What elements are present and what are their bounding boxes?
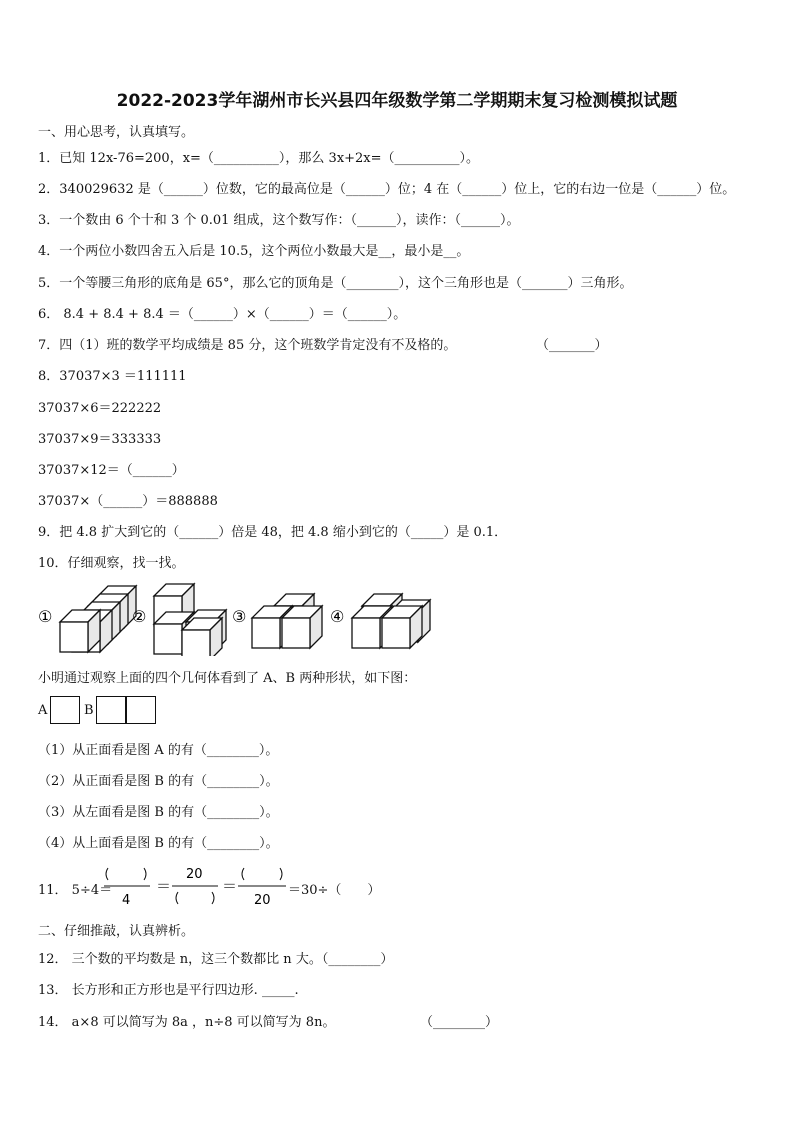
fraction-3-denominator: 20 (254, 893, 271, 908)
question-8-line-2: 37037×6＝222222 (38, 401, 162, 416)
cube-figures (36, 580, 436, 656)
question-8-line-5: 37037×（______）＝888888 (38, 494, 218, 509)
question-6: 6． 8.4 + 8.4 + 8.4 ＝（______）×（______）＝（______）。 (38, 307, 407, 322)
section-heading-1: 一、用心思考，认真填写。 (38, 125, 195, 140)
question-10: 10．仔细观察，找一找。 (38, 556, 185, 571)
question-7: 7．四（1）班的数学平均成绩是 85 分，这个班数学肯定没有不及格的。 (38, 338, 457, 353)
question-11-prefix: 11． 5÷4＝ (38, 883, 113, 898)
question-10-sub-1: （1）从正面看是图 A 的有（________）。 (38, 743, 279, 758)
figure-label-2: ② (132, 607, 147, 626)
fraction-1-denominator: 4 (122, 893, 131, 908)
shape-a-square (50, 696, 80, 724)
shape-b-label: B (84, 703, 94, 718)
figure-1 (60, 586, 136, 652)
question-10-sub-4: （4）从上面看是图 B 的有（________）。 (38, 836, 279, 851)
question-2: 2．340029632 是（______）位数，它的最高位是（______）位；4 在（______）位上，它的右边一位是（______）位。 (38, 182, 736, 197)
figure-label-1: ① (38, 607, 53, 626)
figure-label-3: ③ (232, 607, 247, 626)
question-9: 9．把 4.8 扩大到它的（______）倍是 48，把 4.8 缩小到它的（_____）是 0.1． (38, 525, 508, 540)
question-11-fractions (100, 862, 300, 910)
fraction-2-numerator: 20 (186, 867, 203, 882)
shape-a-label: A (38, 703, 48, 718)
question-10-text: 小明通过观察上面的四个几何体看到了 A、B 两种形状，如下图： (38, 671, 417, 686)
question-8-line-1: 8．37037×3 ＝111111 (38, 369, 187, 384)
question-8-line-4: 37037×12＝（______） (38, 463, 185, 478)
question-12: 12． 三个数的平均数是 n，这三个数都比 n 大。（________） (38, 952, 394, 967)
question-13: 13． 长方形和正方形也是平行四边形. _____. (38, 983, 299, 998)
question-4: 4．一个两位小数四舍五入后是 10.5，这个两位小数最大是__，最小是__。 (38, 244, 470, 259)
question-11-tail: ＝30÷（ ） (288, 883, 381, 898)
shape-b-square-1 (96, 696, 126, 724)
figure-2 (154, 584, 226, 656)
figure-4 (352, 594, 430, 648)
figure-label-4: ④ (330, 607, 345, 626)
page-title: 2022-2023学年湖州市长兴县四年级数学第二学期期末复习检测模拟试题 (116, 91, 678, 111)
question-3: 3．一个数由 6 个十和 3 个 0.01 组成，这个数写作：（______），读作：（______）。 (38, 213, 520, 228)
question-8-line-3: 37037×9＝333333 (38, 432, 162, 447)
question-14: 14． a×8 可以简写为 8a ，n÷8 可以简写为 8n。 (38, 1015, 336, 1030)
question-10-sub-2: （2）从正面看是图 B 的有（________）。 (38, 774, 279, 789)
question-1: 1．已知 12x-76=200，x=（__________），那么 3x+2x=（__________）。 (38, 151, 480, 166)
shape-b-square-2 (126, 696, 156, 724)
equals-sign-1: ＝ (156, 877, 172, 895)
section-heading-2: 二、仔细推敲，认真辨析。 (38, 924, 195, 939)
equals-sign-2: ＝ (222, 877, 238, 895)
question-14-answer-blank: （________） (420, 1015, 499, 1030)
question-10-sub-3: （3）从左面看是图 B 的有（________）。 (38, 805, 279, 820)
question-5: 5．一个等腰三角形的底角是 65°，那么它的顶角是（________），这个三角形也是（_______）三角形。 (38, 276, 633, 291)
figure-3 (252, 594, 322, 648)
question-7-answer-blank: （_______） (536, 338, 608, 353)
